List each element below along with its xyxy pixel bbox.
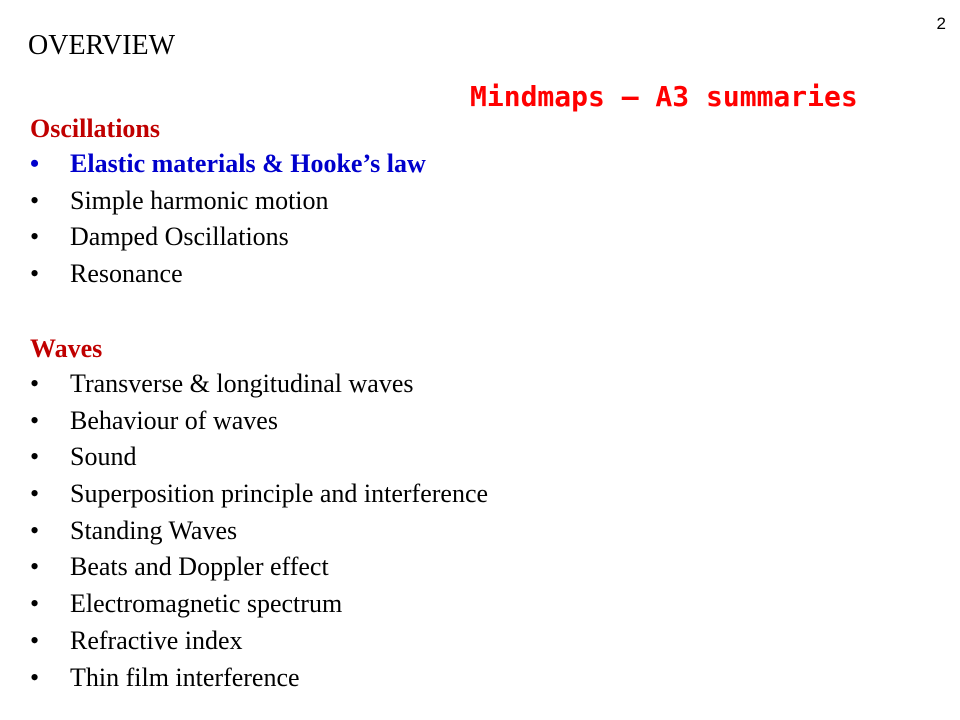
bullet-icon: • [30, 479, 40, 509]
bullet-icon: • [30, 625, 40, 655]
bullet-icon: • [30, 222, 40, 252]
bullet-icon: • [30, 589, 40, 619]
bullet-icon: • [30, 405, 40, 435]
bullet-icon: • [30, 149, 40, 178]
overview-label: OVERVIEW [28, 30, 176, 61]
list-item-text: Elastic materials & Hooke’s law [70, 149, 426, 178]
list-item-text: Electromagnetic spectrum [70, 589, 343, 619]
bullet-icon: • [30, 369, 40, 398]
list-item-text: Thin film interference [70, 662, 300, 692]
bullet-icon: • [30, 552, 40, 582]
list-item-text: Standing Waves [70, 515, 238, 545]
list-item-text: Damped Oscillations [70, 222, 289, 252]
list-item-text: Superposition principle and interference [70, 479, 489, 509]
page-number: 2 [936, 14, 946, 33]
bullet-icon: • [30, 515, 40, 545]
bullet-icon: • [30, 259, 40, 289]
bullet-icon: • [30, 442, 40, 472]
list-item-text: Refractive index [70, 625, 243, 655]
list-item-text: Resonance [70, 259, 183, 289]
bullet-icon: • [30, 185, 40, 215]
list-item-text: Beats and Doppler effect [70, 552, 329, 582]
oscillations-heading: Oscillations [30, 114, 161, 143]
bullet-icon: • [30, 662, 40, 692]
list-item-text: Simple harmonic motion [70, 185, 329, 215]
list-item-text: Transverse & longitudinal waves [70, 369, 414, 398]
list-item-text: Behaviour of waves [70, 405, 278, 435]
subtitle: Mindmaps – A3 summaries [470, 80, 858, 113]
list-item-text: Sound [70, 442, 137, 472]
waves-heading: Waves [30, 334, 103, 363]
